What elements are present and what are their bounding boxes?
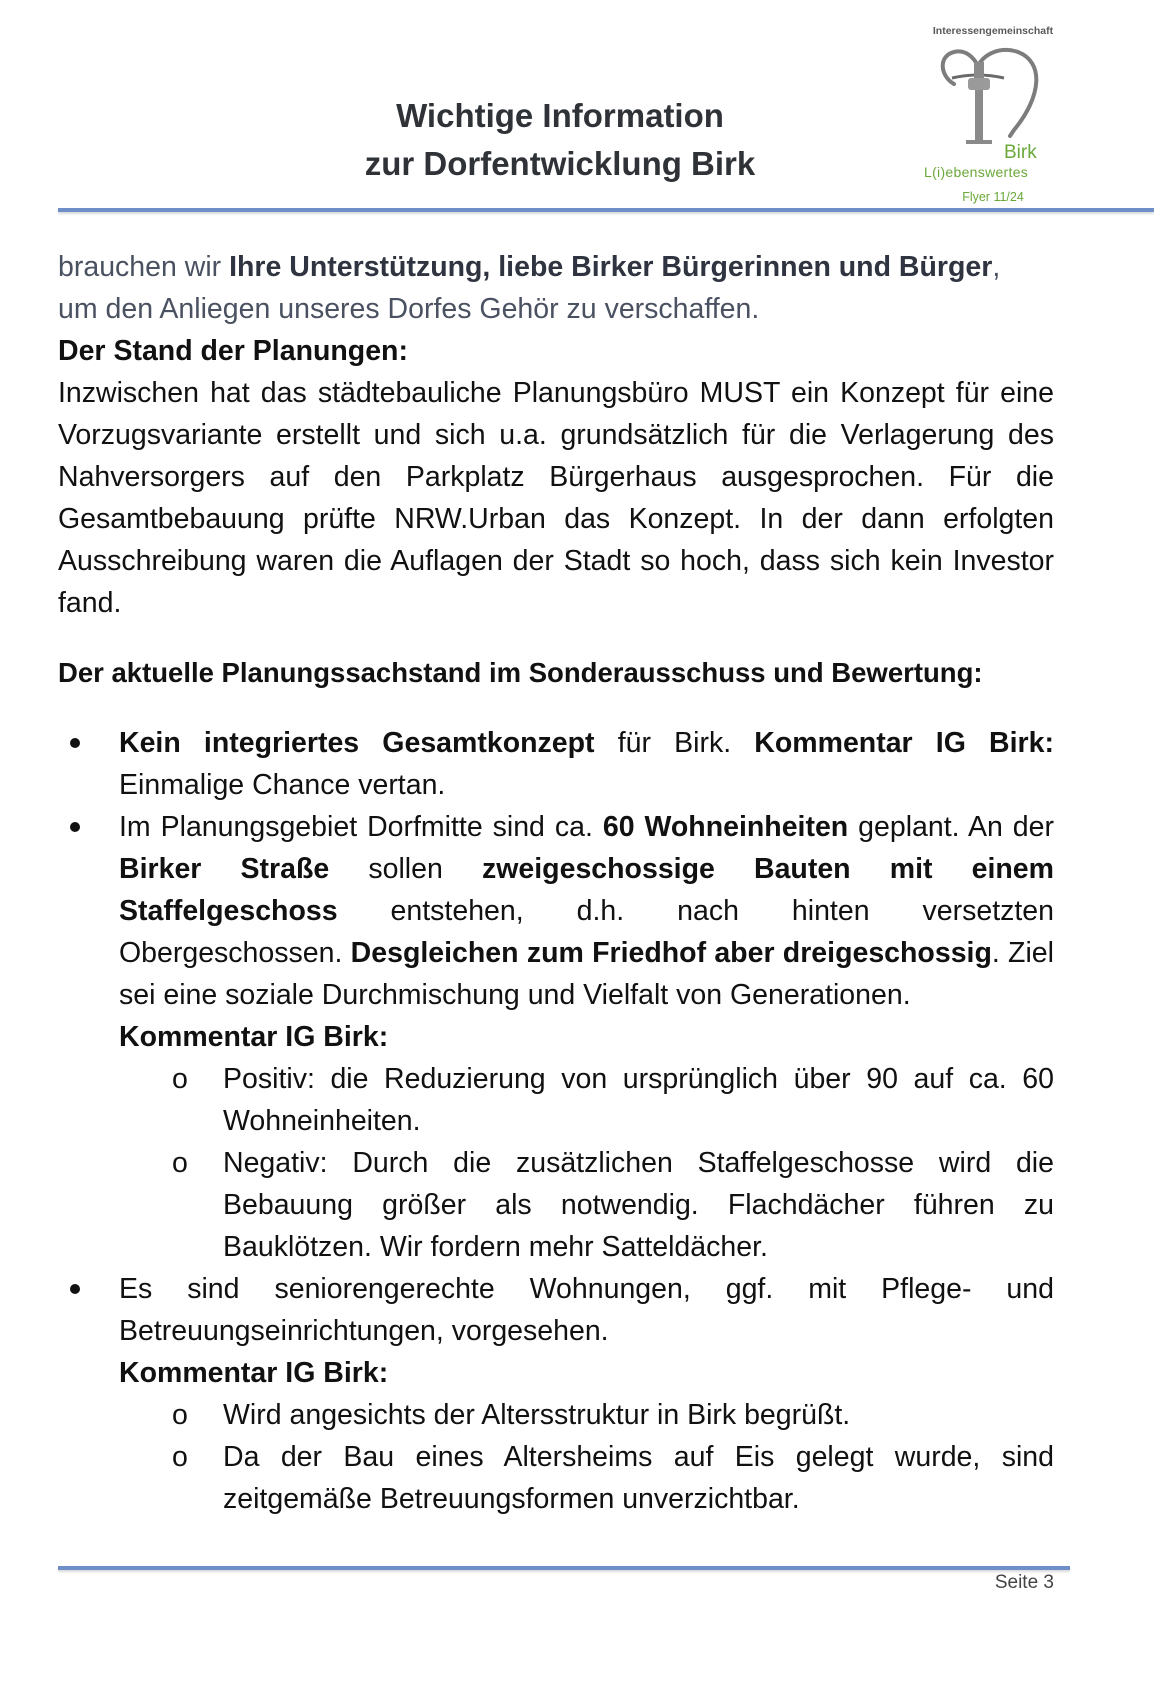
sub-list-item: o Positiv: die Reduzierung von ursprünglich über 90 auf ca. 60 Wohneinheiten. <box>119 1058 1054 1142</box>
page-title <box>240 92 880 188</box>
header-divider <box>58 208 1154 212</box>
comment-label: Kommentar IG Birk: <box>754 727 1054 759</box>
logo-name: Birk <box>1004 142 1037 163</box>
intro-paragraph <box>58 246 1054 330</box>
footer-divider <box>58 1566 1070 1570</box>
comment-label: Kommentar IG Birk: <box>119 1357 389 1389</box>
assessment-list <box>58 722 1054 1520</box>
list-item <box>58 1268 1054 1520</box>
bold-text: Kein integriertes Gesamtkonzept <box>119 727 595 759</box>
bold-text: zweigeschossige Bauten mit einem Staffelgeschoss <box>119 853 1054 927</box>
sub-list-item: o Wird angesichts der Altersstruktur in Birk begrüßt. <box>119 1394 1054 1436</box>
item-paragraph: Es sind seniorengerechte Wohnungen, ggf. mit Pflege- und Betreuungseinrichtungen, vorgesehen. <box>119 1273 1054 1347</box>
tower-heart-icon <box>918 44 1068 144</box>
text: Einmalige Chance vertan. <box>119 769 446 801</box>
intro-text-1: brauchen wir <box>58 251 230 283</box>
intro-line-2: um den Anliegen unseres Dorfes Gehör zu verschaffen. <box>58 293 760 325</box>
title-line-2: zur Dorfentwicklung Birk <box>364 145 756 182</box>
text: für Birk. <box>594 727 755 759</box>
sub-list <box>119 1394 1054 1520</box>
intro-text-2: , <box>992 251 1001 283</box>
page-content <box>58 246 1054 1520</box>
page-number: Seite 3 <box>994 1572 1054 1593</box>
bold-text: Desgleichen zum Friedhof aber dreigeschossig <box>350 937 992 969</box>
sub-list-item: o Negativ: Durch die zusätzlichen Staffelgeschosse wird die Bebauung größer als notwendig. Flachdächer führen zu Bauklötzen. Wir fordern mehr Satteldächer. <box>119 1142 1054 1268</box>
sub-list-item: o Da der Bau eines Altersheims auf Eis gelegt wurde, sind zeitgemäße Betreuungsformen unverzichtbar. <box>119 1436 1054 1520</box>
bold-text: 60 Wohneinheiten <box>602 811 849 843</box>
flyer-number: Flyer 11/24 <box>962 190 1024 204</box>
comment-label: Kommentar IG Birk: <box>119 1021 389 1053</box>
item-paragraph <box>119 806 1054 1016</box>
bold-text: Birker Straße <box>119 853 330 885</box>
section-heading-stand: Der Stand der Planungen: <box>58 335 408 367</box>
intro-bold: Ihre Unterstützung, liebe Birker Bürgerinnen und Bürger <box>229 251 993 283</box>
text: geplant. An der <box>848 811 1054 843</box>
title-line-1: Wichtige Information <box>396 97 724 134</box>
list-item <box>58 722 1054 806</box>
ig-birk-logo <box>918 22 1068 207</box>
logo-slogan: L(i)ebenswertes <box>924 164 1029 180</box>
text: entstehen, d.h. nach hinten versetzten Obergeschossen. <box>119 895 1054 969</box>
text: sollen <box>329 853 482 885</box>
text: Im Planungsgebiet Dorfmitte sind ca. <box>119 811 603 843</box>
section-heading-aktuell: Der aktuelle Planungssachstand im Sonderausschuss und Bewertung: <box>58 657 983 688</box>
stand-paragraph: Inzwischen hat das städtebauliche Planungsbüro MUST ein Konzept für eine Vorzugsvariante erstellt und sich u.a. grundsätzlich für die Verlagerung des Nahversorgers auf den Parkplatz Bürgerhaus ausgesprochen. Für die Gesamtbebauung prüfte NRW.Urban das Konzept. In der dann erfolgten Ausschreibung waren die Auflagen der Stadt so hoch, dass sich kein Investor fand. <box>58 377 1054 619</box>
list-item <box>58 806 1054 1268</box>
logo-org-text: Interessengemeinschaft <box>932 25 1054 37</box>
sub-list <box>119 1058 1054 1268</box>
text: . Ziel sei eine soziale Durchmischung und Vielfalt von Generationen. <box>119 937 1054 1011</box>
